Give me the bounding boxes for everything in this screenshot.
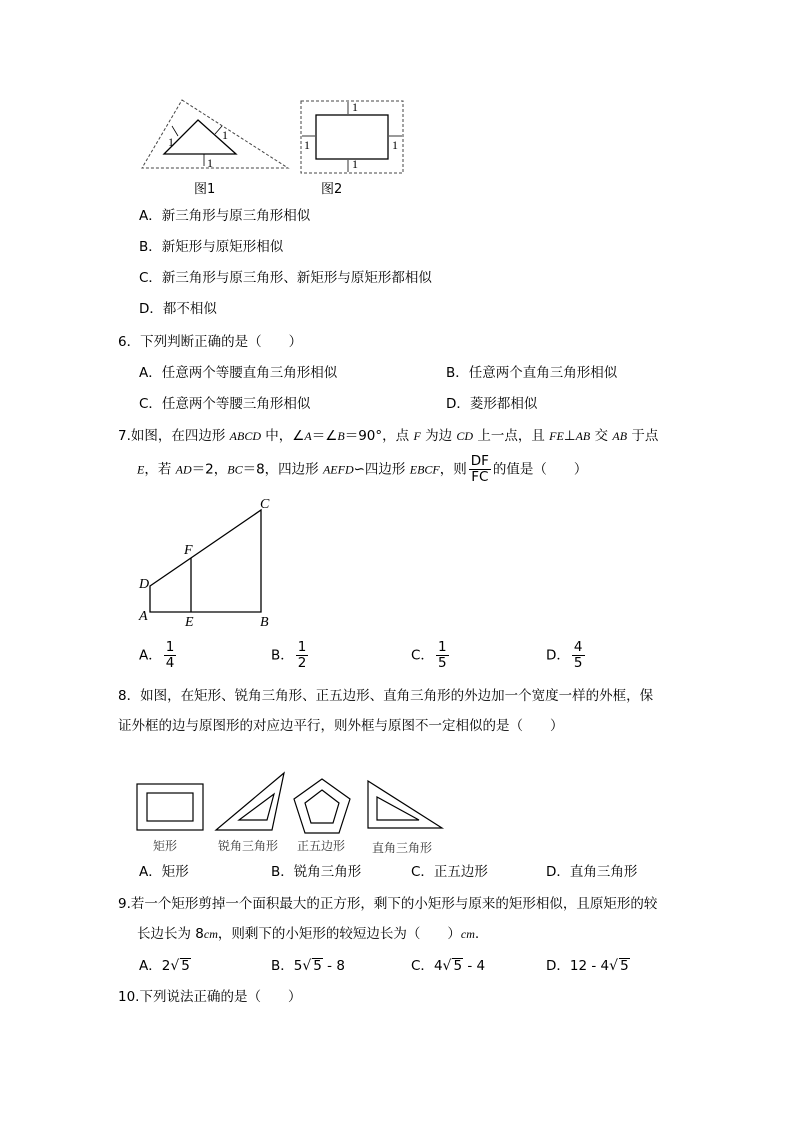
q7-label-b: B: [260, 615, 269, 630]
q7-figure-quadrilateral: [140, 500, 270, 620]
q7-label-d: D: [139, 577, 150, 592]
q9-stem-line1: 9.若一个矩形剪掉一个面积最大的正方形，剩下的小矩形与原来的矩形相似，且原矩形的较: [118, 896, 658, 912]
q6-stem: 6．下列判断正确的是（ ）: [118, 334, 303, 350]
fig2-caption: 图2: [321, 182, 343, 197]
q8-figure-rectangle: [136, 783, 204, 831]
q7-option-a[interactable]: A． $\frac{1}{4}$: [139, 639, 175, 671]
q8-option-b[interactable]: B．锐角三角形: [271, 864, 362, 880]
q5-option-a[interactable]: A．新三角形与原三角形相似: [139, 208, 311, 224]
q8-caption-pentagon: 正五边形: [297, 839, 346, 853]
q6-option-c[interactable]: C．任意两个等腰三角形相似: [139, 396, 311, 412]
q7-option-d[interactable]: D． $\frac{4}{5}$: [546, 639, 583, 671]
q10-stem: 10.下列说法正确的是（ ）: [118, 989, 302, 1005]
q8-stem-line1: 8．如图，在矩形、锐角三角形、正五边形、直角三角形的外边加一个宽度一样的外框，保: [118, 688, 654, 704]
q9-option-d[interactable]: D．12 - 4√ 5: [546, 958, 629, 974]
q6-option-b[interactable]: B．任意两个直角三角形相似: [446, 365, 618, 381]
q6-option-d[interactable]: D．菱形都相似: [446, 396, 538, 412]
q7-label-c: C: [260, 497, 270, 512]
q5-option-d[interactable]: D．都不相似: [139, 301, 217, 317]
q8-caption-right-triangle: 直角三角形: [372, 841, 433, 855]
q7-stem-line1: 7.如图，在四边形 ABCD 中，∠A＝∠B＝90°，点 F 为边 CD 上一点，且 FE⊥AB 交 AB 于点: [118, 428, 659, 444]
fig2-dim-bottom: 1: [352, 157, 358, 171]
q7-option-c[interactable]: C． $\frac{1}{5}$: [411, 639, 447, 671]
fig2-dim-left: 1: [304, 138, 310, 152]
fig1-dim-left: 1: [168, 135, 174, 149]
q9-option-b[interactable]: B．5√ 5 - 8: [271, 958, 345, 974]
q7-fraction-df-fc: $\frac{DF}{FC}$: [470, 453, 489, 485]
q8-figure-acute-triangle: [214, 772, 286, 832]
q8-figure-pentagon: [292, 778, 352, 836]
q9-option-a[interactable]: A．2√ 5: [139, 958, 190, 974]
q5-option-b[interactable]: B．新矩形与原矩形相似: [139, 239, 284, 255]
q7-label-e: E: [185, 615, 194, 630]
q6-option-a[interactable]: A．任意两个等腰直角三角形相似: [139, 365, 338, 381]
q8-option-c[interactable]: C．正五边形: [411, 864, 488, 880]
q8-caption-rectangle: 矩形: [153, 839, 178, 853]
q8-option-a[interactable]: A．矩形: [139, 864, 189, 880]
q8-stem-line2: 证外框的边与原图形的对应边平行，则外框与原图不一定相似的是（ ）: [118, 718, 564, 734]
q9-option-c[interactable]: C．4√ 5 - 4: [411, 958, 486, 974]
q7-label-a: A: [139, 609, 148, 624]
fig1-caption: 图1: [194, 182, 216, 197]
q8-option-d[interactable]: D．直角三角形: [546, 864, 638, 880]
q8-caption-acute-triangle: 锐角三角形: [218, 839, 279, 853]
fig1-dim-bottom: 1: [207, 156, 213, 170]
q8-figure-right-triangle: [366, 780, 444, 830]
fig1-dim-right: 1: [222, 128, 228, 142]
q7-option-b[interactable]: B． $\frac{1}{2}$: [271, 639, 307, 671]
q7-label-f: F: [184, 543, 193, 558]
fig2-dim-right: 1: [392, 138, 398, 152]
q9-stem-line2: 长边长为 8cm，则剩下的小矩形的较短边长为（ ）cm.: [137, 926, 480, 942]
figure-1-triangles: [140, 98, 290, 173]
fig2-dim-top: 1: [352, 100, 358, 114]
q7-stem-line2: E，若 AD＝2，BC＝8，四边形 AEFD∽四边形 EBCF，则 $\frac{DF}{FC}$ 的值是（ ）: [137, 453, 588, 485]
q5-option-c[interactable]: C．新三角形与原三角形、新矩形与原矩形都相似: [139, 270, 432, 286]
